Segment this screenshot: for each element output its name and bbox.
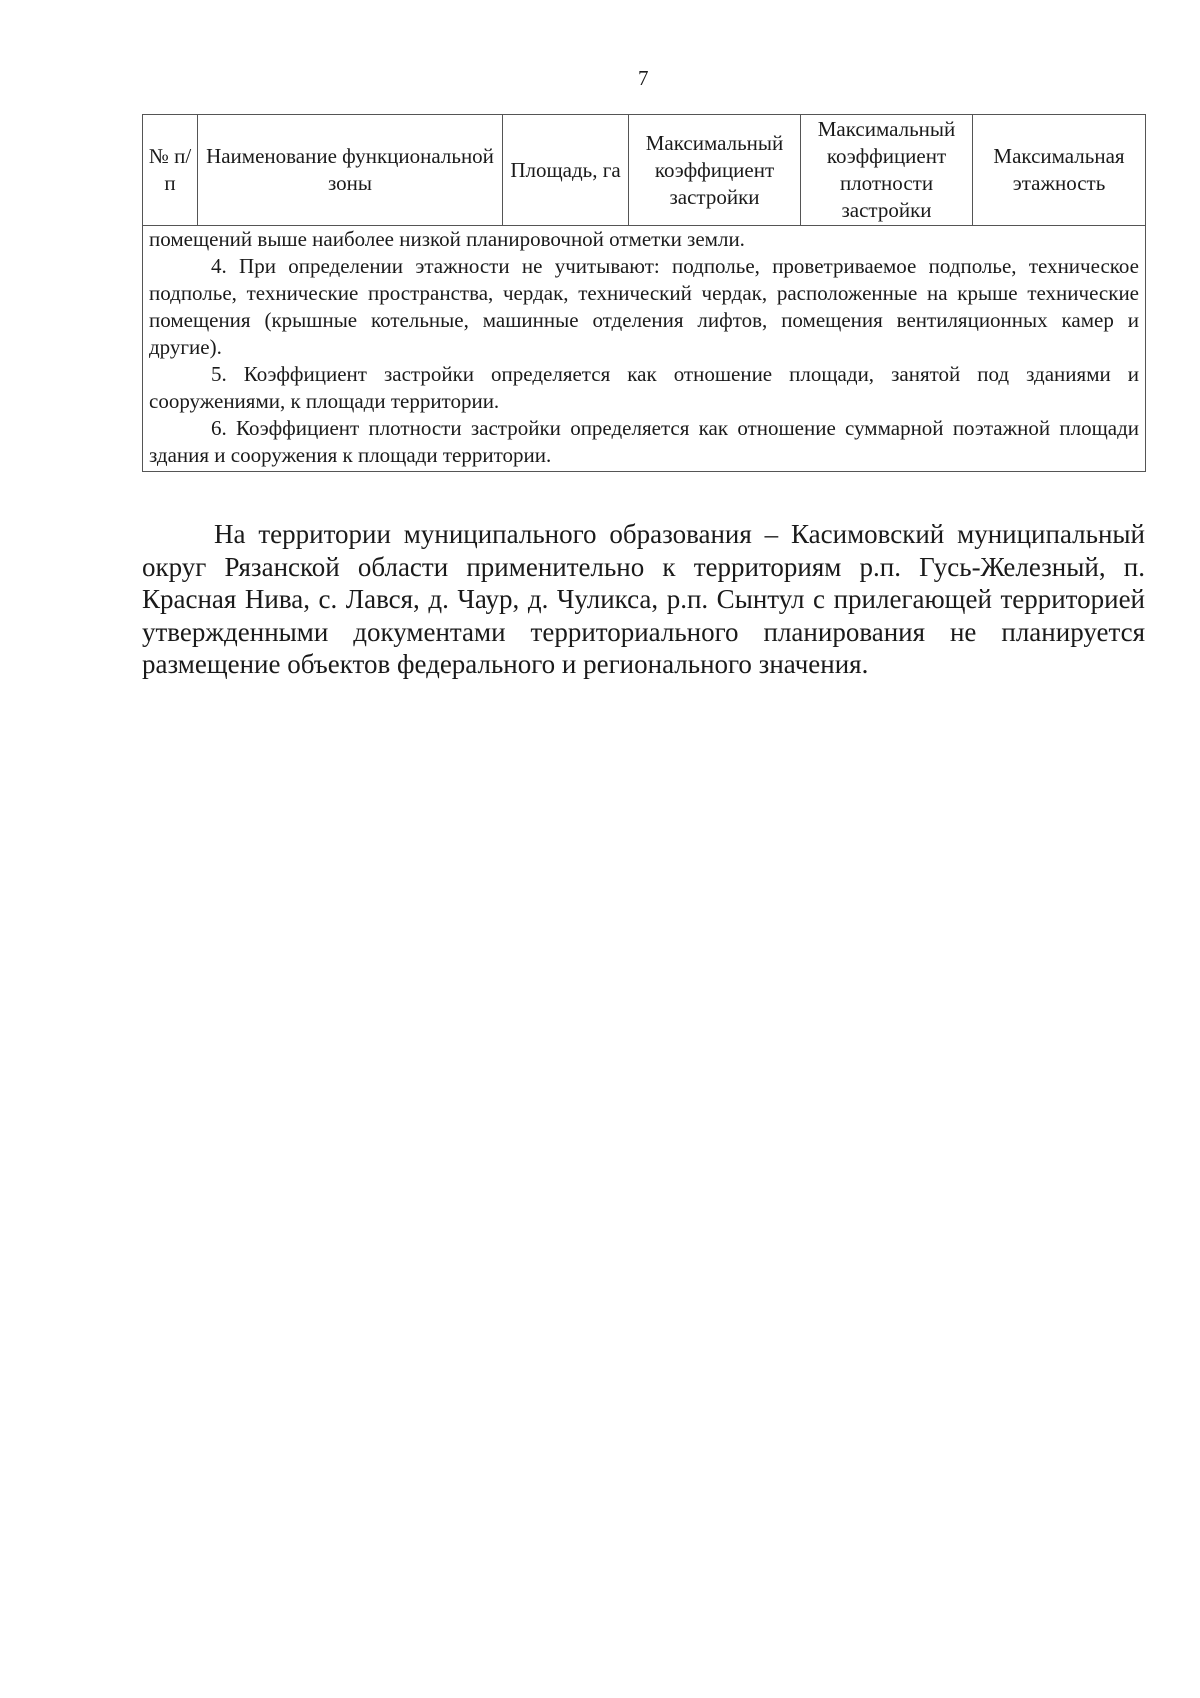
note-5: 5. Коэффициент застройки определяется как отношение площади, занятой под зданиями и сооружениями, к площади территории. (149, 362, 1139, 413)
header-area: Площадь, га (503, 115, 629, 226)
table-notes-cell (143, 226, 1146, 472)
header-max-building-coefficient: Максимальный коэффициент застройки (629, 115, 801, 226)
header-max-density-coefficient: Максимальный коэффициент плотности застройки (801, 115, 973, 226)
body-paragraph: На территории муниципального образования – Касимовский муниципальный округ Рязанской области применительно к территориям р.п. Гусь-Железный, п. Красная Нива, с. Лався, д. Чаур, д. Чуликса, р.п. Сынтул с прилегающей территорией утвержденными документами территориального планирования не планируется размещение объектов федерального и регионального значения. (142, 519, 1145, 679)
note-continuation: помещений выше наиболее низкой планировочной отметки земли. (149, 227, 745, 251)
header-zone-name: Наименование функциональной зоны (198, 115, 503, 226)
note-6: 6. Коэффициент плотности застройки определяется как отношение суммарной поэтажной площади здания и сооружения к площади территории. (149, 416, 1139, 467)
header-max-floors: Максимальная этажность (973, 115, 1146, 226)
table-notes-row (143, 226, 1146, 472)
note-4: 4. При определении этажности не учитывают: подполье, проветриваемое подполье, техническое подполье, технические пространства, чердак, технический чердак, расположенные на крыше технические помещения (крышные котельные, машинные отделения лифтов, помещения вентиляционных камер и другие). (149, 254, 1139, 359)
zones-table (142, 114, 1146, 472)
header-number: № п/п (143, 115, 198, 226)
page-number-text: 7 (638, 66, 649, 90)
table-header-row (143, 115, 1146, 226)
